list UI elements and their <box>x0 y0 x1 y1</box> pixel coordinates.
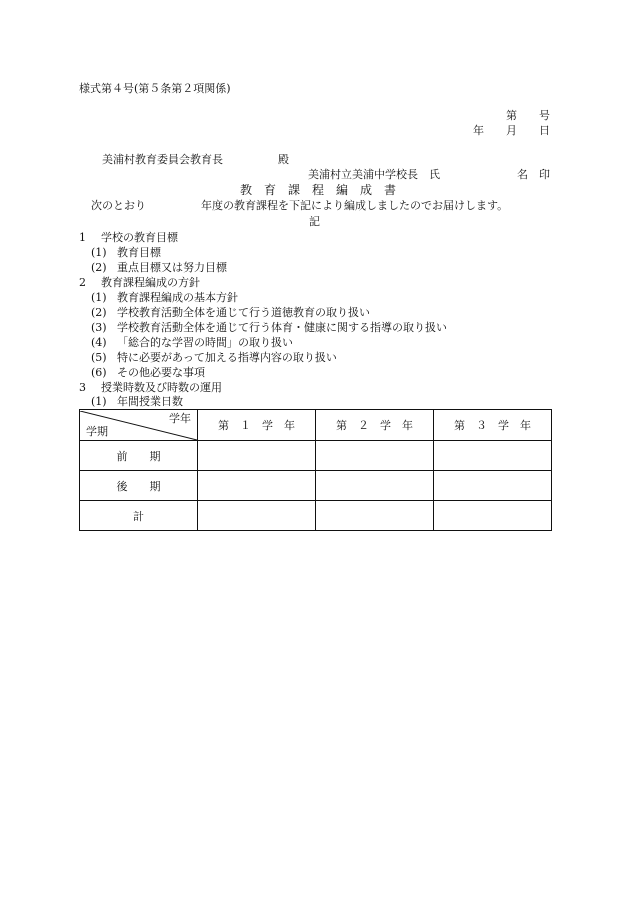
section-2-item-4 <box>91 336 293 349</box>
row-header: 計 <box>80 501 198 531</box>
item-number: (4) <box>91 336 107 349</box>
item-number: (1) <box>91 246 107 259</box>
intro-text: 次のとおり 年度の教育課程を下記により編成しましたのでお届けします。 <box>91 199 509 212</box>
item-label: 教育課程編成の基本方針 <box>117 291 238 304</box>
section-2-item-3 <box>91 321 447 334</box>
section-number: 2 <box>79 276 86 289</box>
row-header: 前 期 <box>80 441 198 471</box>
section-2-heading <box>79 276 200 289</box>
table-row <box>80 501 552 531</box>
table-cell[interactable] <box>198 471 316 501</box>
item-number: (2) <box>91 261 107 274</box>
section-label: 教育課程編成の方針 <box>101 276 200 289</box>
item-label: 学校教育活動全体を通じて行う体育・健康に関する指導の取り扱い <box>117 321 447 334</box>
column-header: 第 ３ 学 年 <box>434 410 552 441</box>
document-title: 教 育 課 程 編 成 書 <box>240 183 397 197</box>
table-cell[interactable] <box>316 501 434 531</box>
section-number: 1 <box>79 231 86 244</box>
table-cell[interactable] <box>434 441 552 471</box>
section-1-item-2 <box>91 261 227 274</box>
table-cell[interactable] <box>198 441 316 471</box>
section-2-item-2 <box>91 306 370 319</box>
item-number: (3) <box>91 321 107 334</box>
item-number: (6) <box>91 366 107 379</box>
section-label: 学校の教育目標 <box>101 231 178 244</box>
item-label: 重点目標又は努力目標 <box>117 261 227 274</box>
item-number: (1) <box>91 395 107 408</box>
table-row <box>80 471 552 501</box>
item-label: 特に必要があって加える指導内容の取り扱い <box>117 351 337 364</box>
section-label: 授業時数及び時数の運用 <box>101 381 222 394</box>
item-label: 「総合的な学習の時間」の取り扱い <box>117 336 293 349</box>
table-cell[interactable] <box>316 441 434 471</box>
item-label: 学校教育活動全体を通じて行う道徳教育の取り扱い <box>117 306 370 319</box>
table-cell[interactable] <box>434 501 552 531</box>
section-2-item-1 <box>91 291 238 304</box>
table-cell[interactable] <box>316 471 434 501</box>
item-label: その他必要な事項 <box>117 366 205 379</box>
addressee: 美浦村教育委員会教育長 殿 <box>102 153 289 166</box>
table-header-row <box>80 410 552 441</box>
column-header: 第 １ 学 年 <box>198 410 316 441</box>
item-number: (1) <box>91 291 107 304</box>
form-number: 様式第４号(第５条第２項関係) <box>79 82 231 95</box>
sender: 美浦村立美浦中学校長 氏 名 印 <box>308 168 550 181</box>
table-row <box>80 441 552 471</box>
table-cell[interactable] <box>198 501 316 531</box>
ki-heading: 記 <box>309 215 320 228</box>
document-number: 第 号 <box>506 109 550 122</box>
item-label: 教育目標 <box>117 246 161 259</box>
section-3-item-1 <box>91 395 183 408</box>
row-header: 後 期 <box>80 471 198 501</box>
school-days-table <box>79 409 552 531</box>
corner-grade-label: 学年 <box>169 411 191 425</box>
section-number: 3 <box>79 381 86 394</box>
corner-cell <box>80 410 198 441</box>
item-label: 年間授業日数 <box>117 395 183 408</box>
item-number: (2) <box>91 306 107 319</box>
section-3-heading <box>79 381 222 394</box>
section-2-item-5 <box>91 351 337 364</box>
document-date: 年 月 日 <box>473 124 550 137</box>
item-number: (5) <box>91 351 107 364</box>
corner-term-label: 学期 <box>86 424 108 438</box>
section-1-item-1 <box>91 246 161 259</box>
table-cell[interactable] <box>434 471 552 501</box>
section-2-item-6 <box>91 366 205 379</box>
column-header: 第 ２ 学 年 <box>316 410 434 441</box>
section-1-heading <box>79 231 178 244</box>
